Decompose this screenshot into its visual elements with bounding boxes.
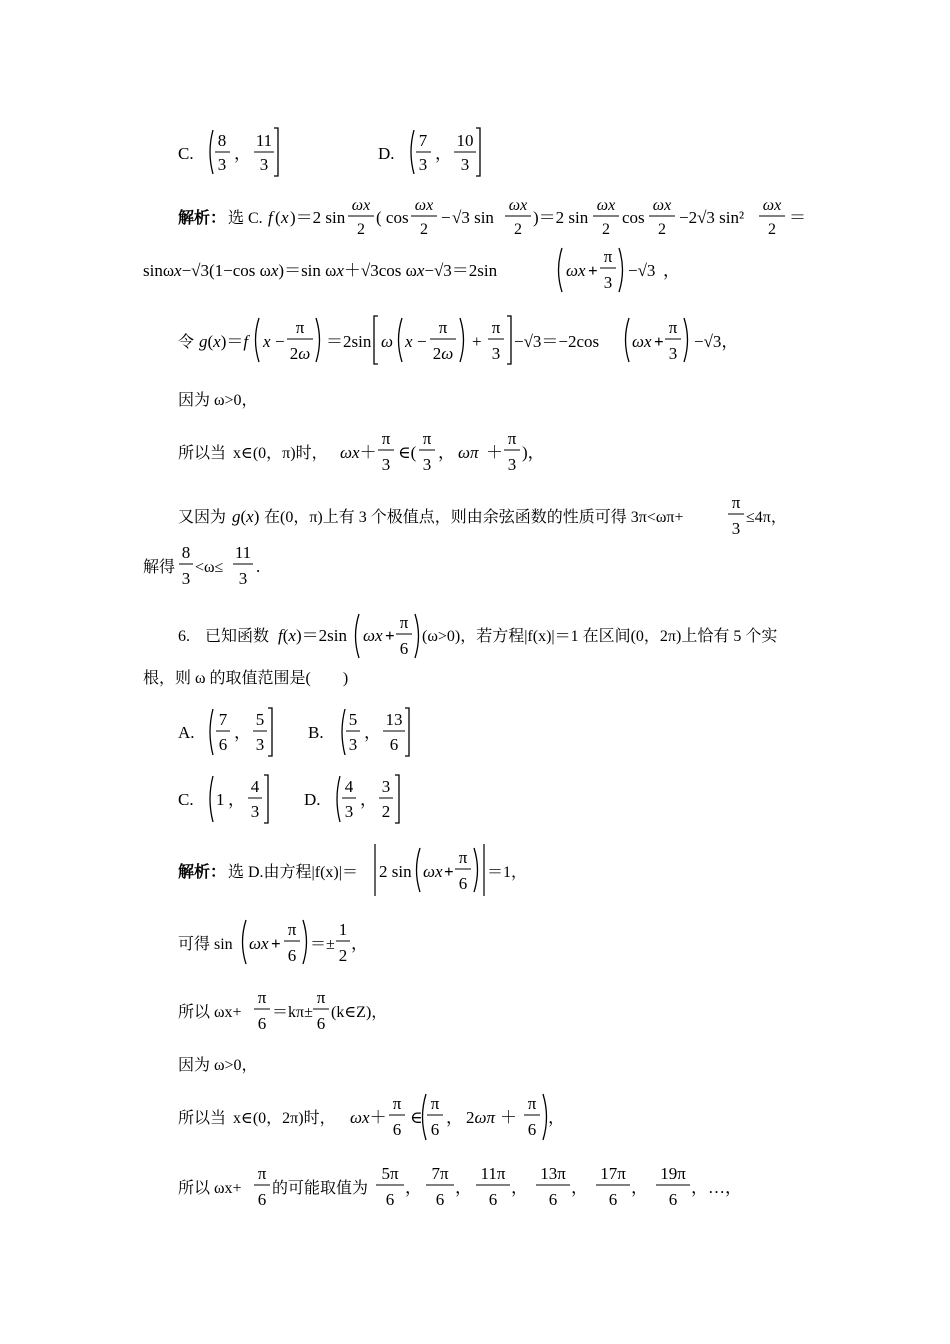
close-bracket: [274, 128, 278, 176]
svg-text:ωx: ωx: [351, 197, 371, 214]
svg-text:，: ，: [455, 1178, 472, 1197]
svg-text:√3 sin: √3 sin: [452, 208, 494, 227]
because-text: 因为 ω>0，: [178, 392, 258, 409]
svg-text:又因为: 又因为: [178, 509, 227, 526]
svg-text:8: 8: [181, 543, 191, 562]
svg-text:( cos: ( cos: [376, 208, 409, 227]
svg-text:1: 1: [338, 920, 348, 939]
svg-text:−: −: [417, 332, 427, 351]
svg-text:)＝2 sin: )＝2 sin: [290, 208, 346, 227]
svg-text:，: ，: [511, 1178, 528, 1197]
svg-text:，: ，: [571, 1178, 588, 1197]
svg-text:ωx: ωx: [249, 934, 269, 953]
svg-text:ωx: ωx: [363, 626, 383, 645]
svg-text:+: +: [472, 332, 482, 351]
svg-text:2ω: 2ω: [432, 344, 454, 363]
svg-text:(: (: [275, 208, 281, 227]
svg-text:6: 6: [316, 1014, 326, 1033]
svg-text:，: ，: [548, 1108, 565, 1127]
svg-text:，: ，: [228, 790, 245, 809]
svg-text:π: π: [287, 920, 297, 939]
svg-text:＝kπ±: ＝kπ±: [272, 1004, 313, 1021]
value-5pi: 5π: [381, 1164, 399, 1183]
svg-text:所以 ωx+: 所以 ωx+: [178, 1180, 242, 1197]
question-number: 6.: [178, 628, 190, 645]
svg-text:＝2sin: ＝2sin: [326, 332, 372, 351]
q6-get-line: [0, 914, 950, 974]
svg-text:cos: cos: [622, 208, 645, 227]
svg-text:3: 3: [422, 455, 432, 474]
svg-text:−: −: [441, 208, 451, 227]
svg-text:x∈(0，2π)时，: x∈(0，2π)时，: [233, 1110, 336, 1127]
svg-text:3: 3: [344, 802, 354, 821]
svg-text:3: 3: [668, 344, 678, 363]
svg-text:π: π: [668, 318, 678, 337]
q6-option-a-label: A.: [178, 723, 195, 742]
solution-label: 解析：: [178, 864, 227, 881]
svg-text:π: π: [731, 493, 741, 512]
svg-text:，: ，: [691, 1178, 708, 1197]
svg-text:4: 4: [344, 777, 354, 796]
svg-text:6: 6: [385, 1190, 395, 1209]
ellipsis: …，: [708, 1178, 742, 1197]
value-7pi: 7π: [431, 1164, 449, 1183]
q6-values-line: [0, 1160, 950, 1220]
svg-text:6: 6: [257, 1190, 267, 1209]
q6-solution-line1: [0, 840, 950, 900]
svg-text:+: +: [271, 934, 281, 953]
svg-text:g(x)＝f: g(x)＝f: [199, 332, 249, 351]
svg-text:<ω≤: <ω≤: [195, 559, 224, 576]
svg-text:6: 6: [257, 1014, 267, 1033]
svg-text:，: ，: [438, 443, 455, 462]
svg-text:ωπ: ωπ: [458, 443, 479, 462]
svg-text:3: 3: [181, 569, 191, 588]
svg-text:11: 11: [234, 543, 252, 562]
q6-option-d-label: D.: [304, 790, 321, 809]
solution-pick: 选 C.: [228, 210, 263, 227]
svg-text:∈(: ∈(: [398, 443, 417, 462]
svg-text:ωx: ωx: [652, 197, 672, 214]
svg-text:3: 3: [348, 735, 358, 754]
q6-stem-line1: [0, 608, 950, 668]
svg-text:已知函数: 已知函数: [205, 628, 270, 645]
svg-text:+: +: [588, 261, 598, 280]
q5-when-line: [0, 422, 950, 482]
svg-text:π: π: [507, 429, 517, 448]
svg-text:所以当: 所以当: [178, 1110, 227, 1127]
q5-c-a-num: 8: [217, 131, 227, 150]
svg-text:π: π: [603, 247, 613, 266]
svg-text:−: −: [275, 332, 285, 351]
q5-solution-line2: [0, 240, 950, 300]
svg-text:+: +: [654, 332, 664, 351]
svg-text:3: 3: [381, 777, 391, 796]
svg-text:3: 3: [381, 455, 391, 474]
svg-text:2: 2: [338, 946, 348, 965]
value-17pi: 17π: [600, 1164, 626, 1183]
svg-text:ωx: ωx: [508, 197, 528, 214]
svg-text:＋: ＋: [500, 1108, 517, 1127]
svg-text:−√3，: −√3，: [694, 332, 739, 351]
svg-text:3: 3: [255, 735, 265, 754]
svg-text:)，: )，: [522, 443, 545, 462]
svg-text:2: 2: [357, 221, 365, 238]
svg-text:3: 3: [731, 519, 741, 538]
svg-text:∈: ∈: [410, 1108, 423, 1127]
svg-text:ωx: ωx: [596, 197, 616, 214]
svg-text:，: ，: [446, 1108, 463, 1127]
svg-text:(k∈Z)，: (k∈Z)，: [331, 1004, 388, 1021]
svg-text:，: ，: [631, 1178, 648, 1197]
value-13pi: 13π: [540, 1164, 566, 1183]
svg-text:ωx: ωx: [762, 197, 782, 214]
q5-d-b-num: 10: [456, 131, 474, 150]
svg-text:π: π: [399, 613, 409, 632]
svg-text:6: 6: [488, 1190, 498, 1209]
svg-text:)＝2 sin: )＝2 sin: [533, 208, 589, 227]
svg-text:g(x): g(x): [232, 507, 260, 526]
svg-text:6: 6: [527, 1120, 537, 1139]
svg-text:π: π: [257, 1164, 267, 1183]
svg-text:π: π: [458, 848, 468, 867]
svg-text:6: 6: [430, 1120, 440, 1139]
svg-text:6: 6: [608, 1190, 618, 1209]
svg-text:+: +: [444, 862, 454, 881]
svg-text:在(0，π)上有 3 个极值点，则由余弦函数的性质可得 3π: 在(0，π)上有 3 个极值点，则由余弦函数的性质可得 3π<ωπ+: [264, 509, 684, 526]
q6-option-c-label: C.: [178, 790, 194, 809]
svg-text:6: 6: [287, 946, 297, 965]
svg-text:4: 4: [250, 777, 260, 796]
q5-c-b-den: 3: [259, 155, 269, 174]
svg-text:ωx＋: ωx＋: [340, 443, 377, 462]
svg-text:ω: ω: [381, 332, 394, 351]
q5-d-a-num: 7: [418, 131, 428, 150]
svg-text:选 D.由方程|f(x)|＝: 选 D.由方程|f(x)|＝: [228, 864, 358, 881]
q5-d-a-den: 3: [418, 155, 428, 174]
svg-text:因为 ω>0，: 因为 ω>0，: [178, 1057, 258, 1074]
value-19pi: 19π: [660, 1164, 686, 1183]
svg-text:ωx: ωx: [566, 261, 586, 280]
svg-text:π: π: [392, 1094, 402, 1113]
q6-options-cd: [0, 770, 950, 830]
svg-text:2 sin: 2 sin: [379, 862, 412, 881]
svg-text:2: 2: [381, 802, 391, 821]
svg-text:3: 3: [238, 569, 248, 588]
svg-text:.: .: [256, 557, 261, 576]
svg-text:π: π: [422, 429, 432, 448]
q5-option-d-label: D.: [378, 144, 395, 163]
svg-text:3: 3: [250, 802, 260, 821]
svg-text:2: 2: [514, 221, 522, 238]
svg-text:≤4π，: ≤4π，: [746, 509, 787, 526]
svg-text:根，则 ω 的取值范围是( ): 根，则 ω 的取值范围是( ): [143, 670, 349, 687]
svg-text:的可能取值为: 的可能取值为: [272, 1180, 369, 1197]
svg-text:−√3: −√3: [628, 261, 656, 280]
svg-text:5: 5: [255, 710, 265, 729]
q6-options-ab: [0, 703, 950, 763]
svg-text:6: 6: [548, 1190, 558, 1209]
svg-text:2: 2: [420, 221, 428, 238]
svg-text:2: 2: [658, 221, 666, 238]
svg-text:6: 6: [668, 1190, 678, 1209]
svg-text:＝1，: ＝1，: [487, 864, 528, 881]
let-text: 令: [178, 334, 195, 351]
svg-text:2ω: 2ω: [289, 344, 311, 363]
svg-text:3: 3: [507, 455, 517, 474]
svg-text:，: ，: [435, 144, 452, 163]
svg-text:6: 6: [218, 735, 228, 754]
svg-text:解得: 解得: [143, 559, 176, 576]
svg-text:f(x)＝2sin: f(x)＝2sin: [278, 626, 347, 645]
svg-text:π: π: [316, 988, 326, 1007]
svg-text:6: 6: [399, 639, 409, 658]
svg-text:x: x: [263, 332, 271, 351]
svg-text:7: 7: [218, 710, 228, 729]
svg-text:3: 3: [491, 344, 501, 363]
svg-text:5: 5: [348, 710, 358, 729]
svg-text:π: π: [257, 988, 267, 1007]
q5-c-a-den: 3: [217, 155, 227, 174]
svg-text:−√3＝−2cos: −√3＝−2cos: [514, 332, 600, 351]
svg-text:，: ，: [405, 1178, 422, 1197]
svg-text:π: π: [430, 1094, 440, 1113]
svg-text:1: 1: [216, 790, 225, 809]
svg-text:π: π: [438, 318, 448, 337]
svg-text:ωx: ωx: [414, 197, 434, 214]
q5-solution-line3: [0, 310, 950, 370]
svg-text:2: 2: [768, 221, 776, 238]
svg-text:所以 ωx+: 所以 ωx+: [178, 1004, 242, 1021]
q6-when-line: [0, 1088, 950, 1148]
svg-text:，: ，: [234, 723, 251, 742]
svg-text:所以当: 所以当: [178, 445, 227, 462]
svg-text:6: 6: [458, 874, 468, 893]
svg-text:，: ，: [234, 144, 251, 163]
svg-text:π: π: [295, 318, 305, 337]
q5-c-b-num: 11: [255, 131, 273, 150]
svg-text:x∈(0，π)时，: x∈(0，π)时，: [233, 445, 328, 462]
value-11pi: 11π: [480, 1164, 506, 1183]
q6-option-b-label: B.: [308, 723, 324, 742]
svg-text:2: 2: [602, 221, 610, 238]
svg-text:x: x: [405, 332, 413, 351]
svg-text:6: 6: [392, 1120, 402, 1139]
svg-text:ωx: ωx: [423, 862, 443, 881]
q5-option-c-label: C.: [178, 144, 194, 163]
svg-text:−2√3 sin²: −2√3 sin²: [679, 208, 745, 227]
q5-solve-line: [0, 540, 950, 600]
q5-d-b-den: 3: [460, 155, 470, 174]
svg-text:3: 3: [603, 273, 613, 292]
svg-text:，: ，: [351, 934, 368, 953]
svg-text:，: ，: [364, 723, 381, 742]
solution-label: 解析：: [178, 210, 227, 227]
svg-text:(ω>0)，若方程|f(x)|＝1 在区间(0，2π)上恰有: (ω>0)，若方程|f(x)|＝1 在区间(0，2π)上恰有 5 个实: [422, 628, 778, 645]
q6-so-line: [0, 984, 950, 1044]
svg-text:13: 13: [385, 710, 403, 729]
svg-text:x: x: [281, 208, 289, 227]
svg-text:2ωπ: 2ωπ: [466, 1108, 496, 1127]
svg-text:π: π: [527, 1094, 537, 1113]
svg-text:6: 6: [389, 735, 399, 754]
svg-text:sinωx−√3(1−cos ωx)＝sin ωx＋√3co: sinωx−√3(1−cos ωx)＝sin ωx＋√3cos ωx−√3＝2sin: [143, 261, 498, 280]
svg-text:ωx＋: ωx＋: [350, 1108, 387, 1127]
svg-text:＝±: ＝±: [310, 936, 335, 953]
svg-text:＋: ＋: [486, 443, 503, 462]
open-paren: [210, 130, 213, 174]
svg-text:π: π: [491, 318, 501, 337]
svg-text:＝: ＝: [789, 208, 806, 227]
svg-text:，: ，: [360, 790, 377, 809]
svg-text:f: f: [268, 208, 273, 227]
svg-text:，: ，: [663, 261, 680, 280]
svg-text:6: 6: [435, 1190, 445, 1209]
svg-text:ωx: ωx: [632, 332, 652, 351]
q5-options-row: [0, 122, 950, 182]
svg-text:π: π: [381, 429, 391, 448]
svg-text:+: +: [385, 626, 395, 645]
svg-text:可得 sin: 可得 sin: [178, 936, 233, 953]
